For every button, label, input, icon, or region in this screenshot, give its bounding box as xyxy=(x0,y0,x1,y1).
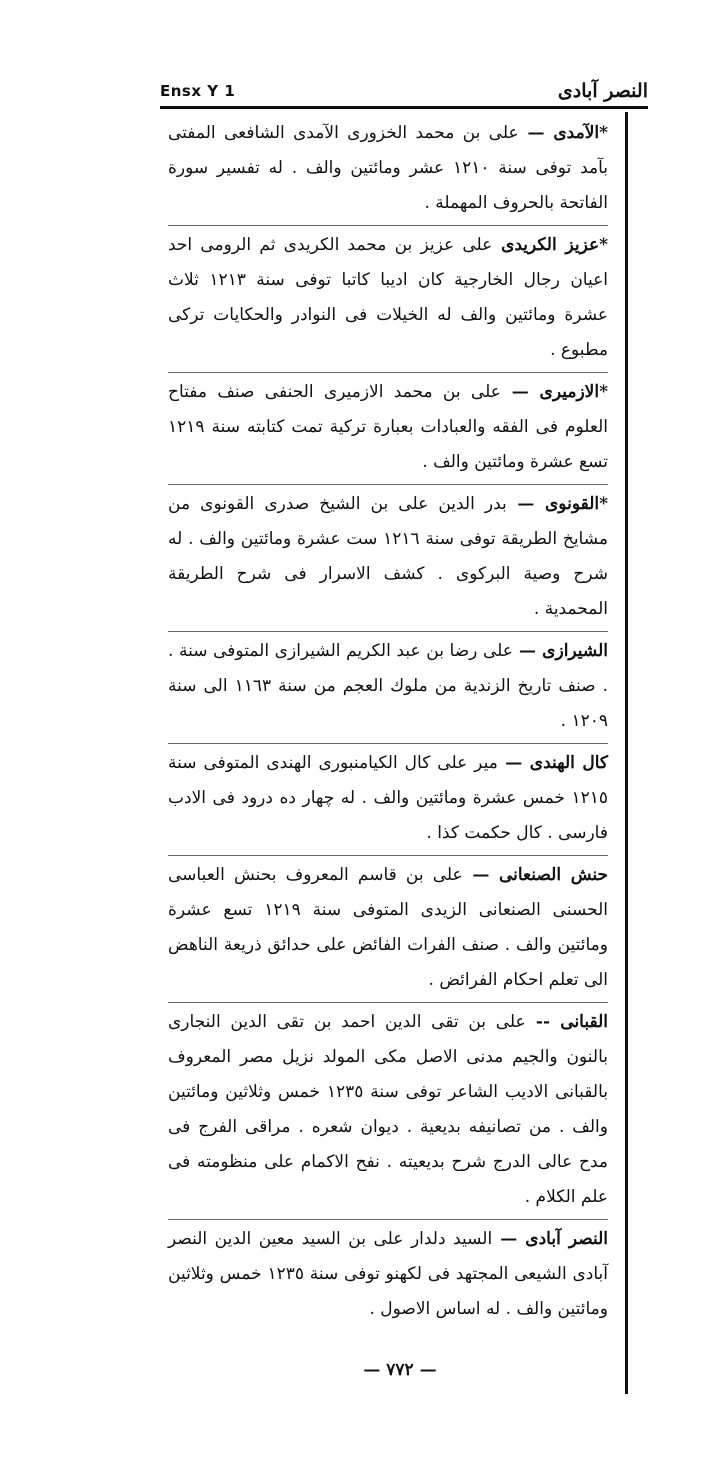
entry-text: السيد دلدار علی بن السيد معين الدين النصر آبادی الشيعی المجتهد فی لكهنو توفی سنة ١٢٣٥ خمس وثلاثين ومائتين والف . له اساس الاصول . xyxy=(168,1229,608,1319)
entry-heading: كال الهندی — xyxy=(497,753,608,773)
entry-heading: *القونوی — xyxy=(506,494,608,514)
entry-text: علی رضا بن عبد الكريم الشيرازی المتوفى سنة . . صنف تاريخ الزندية من ملوك العجم من سنة ١١٦٣ الى سنة ١٢٠٩ . xyxy=(168,641,608,731)
entry xyxy=(168,116,608,225)
entry-text: علی بن محمد الازميری الحنفی صنف مفتاح العلوم فی الفقه والعبادات بعبارة تركية تمت كتابته سنة ١٢١٩ تسع عشرة ومائتين والف . xyxy=(168,382,608,472)
entry xyxy=(168,631,608,743)
entry xyxy=(168,1002,608,1219)
entry-heading: النصر آبادی — xyxy=(492,1229,608,1249)
entry-heading: *عزیز الکریدی xyxy=(492,235,608,255)
entry-text: بدر الدين علی بن الشيخ صدری القونوی من مشايخ الطريقة توفی سنة ١٢١٦ ست عشرة ومائتين والف . له شرح وصية البركوی . كشف الاسرار فی شرح الطريقة المحمدية . xyxy=(168,494,608,619)
entry-text: علی بن تقی الدين احمد بن تقی الدين النجاری بالنون والجيم مدنی الاصل مكی المولد نزيل مصر المعروف بالقبانی الاديب الشاعر توفی سنة ١٢٣٥ خمس وثلاثين ومائتين والف . من تصانيفه بديعية . ديوان شعره . مراقی الفرج فی مدح عالی الدرج شرح بديعيته . نفح الاكمام علی منظومته فی علم الكلام . xyxy=(168,1012,608,1207)
entry xyxy=(168,743,608,855)
entry-heading: القبانی -- xyxy=(525,1012,608,1032)
entry-text: علی بن قاسم المعروف بحنش العباسی الحسنی الصنعانی الزيدی المتوفى سنة ١٢١٩ تسع عشرة ومائتين والف . صنف الفرات الفائض علی حدائق ذريعة الناهض الى تعلم احكام الفرائض . xyxy=(168,865,608,990)
entry-text: مير علی كال الكيامنبوری الهندی المتوفى سنة ١٢١٥ خمس عشرة ومائتين والف . له چهار ده درود فی الادب فارسی . كال حكمت كذا . xyxy=(168,753,608,843)
entry-heading: حنش الصنعانی — xyxy=(462,865,609,885)
entry xyxy=(168,855,608,1002)
header-page-marker: Ensx Y 1 xyxy=(160,82,236,100)
entry-heading: الشيرازی — xyxy=(512,641,608,661)
entry-text: علی بن محمد الخزوری الآمدی الشافعی المفتی بآمد توفی سنة ١٢١٠ عشر ومائتين والف . له تفسير سورة الفاتحة بالحروف المهملة . xyxy=(168,123,609,213)
entry xyxy=(168,1219,608,1331)
entry-heading: *الازميری — xyxy=(500,382,608,402)
entry-heading: *الآمدی — xyxy=(518,123,609,143)
running-title: النصر آبادی xyxy=(557,80,648,102)
vertical-rule xyxy=(625,112,628,1394)
page-header xyxy=(160,72,648,109)
entry-text: علی عزیز بن محمد الکریدی ثم الرومی احد اعيان رجال الخارجية كان اديبا كاتبا توفی سنة ١٢١٣ ثلاث عشرة ومائتين والف له الخيلات فی النوادر والحكايات تركی مطبوع . xyxy=(168,235,608,360)
entries-column xyxy=(168,116,608,1331)
entry xyxy=(168,484,608,631)
entry xyxy=(168,372,608,484)
page-number: — ٧٧٢ — xyxy=(363,1360,437,1380)
entry xyxy=(168,225,608,372)
